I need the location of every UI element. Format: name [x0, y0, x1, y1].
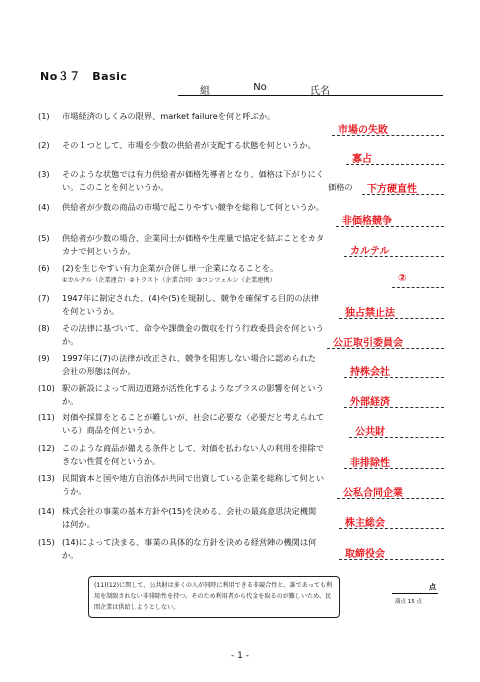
question-choices: ①カルテル（企業連合）②トラスト（企業合同）③コンツェルン（企業連携） — [62, 277, 276, 284]
page-number: - 1 - — [231, 651, 249, 661]
answer-text: 下方硬直性 — [367, 184, 417, 195]
answer-line — [336, 226, 444, 227]
answer-line — [344, 256, 444, 257]
score-line — [392, 593, 438, 594]
answer-text: 非価格競争 — [342, 216, 392, 227]
answer-text: 独占禁止法 — [345, 308, 395, 319]
answer-line — [344, 407, 444, 408]
worksheet-title: No３７ Basic — [40, 70, 128, 83]
answer-prefix: 価格の — [328, 182, 353, 192]
question-text: 民間資本と国や地方自治体が共同で出資している企業を総称して何というか。 — [62, 473, 325, 496]
question-text: 株式会社の事業の基本方針や(15)を決める、会社の最高意思決定機関は何か。 — [62, 506, 317, 529]
answer-line — [344, 377, 444, 378]
header-underline — [178, 95, 443, 96]
question-text: 1997年に(7)の法律が改正され、競争を阻害しない場合に認められた会社の形態は何か。 — [62, 353, 316, 376]
answer-text: 公正取引委員会 — [333, 338, 403, 349]
class-label: 組 — [200, 86, 210, 97]
question-number: (12) — [38, 443, 55, 453]
question-text: そのような状態では有力供給者が価格先導者となり、価格は下がりにくい。このことを何というか。 — [62, 169, 325, 192]
answer-text: ② — [398, 273, 407, 284]
answer-line — [392, 287, 444, 288]
note-box — [88, 576, 340, 618]
question-number: (4) — [38, 202, 50, 212]
answer-line — [339, 318, 444, 319]
answer-text: 外部経済 — [350, 397, 390, 408]
question-number: (8) — [38, 323, 50, 333]
question-number: (11) — [38, 412, 55, 422]
number-label: No — [253, 82, 267, 93]
answer-line — [337, 498, 444, 499]
answer-line — [349, 437, 444, 438]
score-unit: 点 — [429, 583, 436, 591]
answer-text: 取締役会 — [345, 549, 385, 560]
question-number: (6) — [38, 263, 50, 273]
question-text: 供給者が少数の場合、企業同士が価格や生産量で協定を結ぶことをカタカナで何というか。 — [62, 233, 325, 256]
answer-text: 公私合同企業 — [343, 488, 403, 499]
answer-text: 市場の失敗 — [338, 125, 388, 136]
note-text: (11)(12)に関して、公共財は多くの人が同時に利用できる非競合性と、誰であっても利用を制限されない非排除性を持つ。そのため利用者から代金を取るのが難しいため、民間企業は供給しようとしない。 — [94, 582, 333, 611]
answer-line — [327, 348, 444, 349]
question-text: (14)によって決まる、事業の具体的な方針を決める経営陣の機関は何か。 — [62, 537, 317, 560]
answer-line — [344, 468, 444, 469]
question-number: (10) — [38, 383, 55, 393]
name-label: 氏名 — [309, 86, 330, 97]
question-text: その１つとして、市場を少数の供給者が支配する状態を何というか。 — [62, 140, 316, 150]
question-text: 駅の新設によって周辺道路が活性化するようなプラスの影響を何というか。 — [62, 383, 324, 406]
question-number: (3) — [38, 169, 50, 179]
question-text: その法律に基づいて、命令や課徴金の徴収を行う行政委員会を何というか。 — [62, 323, 324, 346]
question-number: (7) — [38, 293, 50, 303]
question-number: (14) — [38, 506, 55, 516]
answer-line — [339, 528, 444, 529]
answer-text: 非排除性 — [350, 458, 390, 469]
question-text: 1947年に制定された、(4)や(5)を規制し、競争を確保する目的の法律を何というか。 — [62, 293, 319, 316]
answer-line — [332, 135, 444, 136]
score-box — [392, 582, 438, 614]
answer-line — [339, 559, 444, 560]
question-number: (2) — [38, 140, 50, 150]
answer-line — [346, 164, 444, 165]
answer-line — [362, 194, 444, 195]
answer-text: カルテル — [350, 246, 390, 257]
answer-text: 寡占 — [352, 154, 372, 165]
question-text: (2)を生じやすい有力企業が合併し単一企業になることを。 — [62, 263, 279, 273]
question-text: 対価や採算をとることが難しいが、社会に必要な（必要だと考えられている）商品を何というか。 — [62, 412, 325, 435]
question-number: (1) — [38, 111, 50, 121]
answer-text: 持株会社 — [350, 367, 390, 378]
question-text: 供給者が少数の商品の市場で起こりやすい競争を総称して何というか。 — [62, 202, 325, 212]
question-text: 市場経済のしくみの限界、market failureを何と呼ぶか。 — [62, 111, 276, 121]
question-text: このような商品が備える条件として、対価を払わない人の利用を排除できない性質を何というか。 — [62, 443, 324, 466]
question-number: (5) — [38, 233, 50, 243]
answer-text: 公共財 — [355, 427, 385, 438]
question-number: (15) — [38, 537, 55, 547]
question-number: (13) — [38, 473, 55, 483]
answer-text: 株主総会 — [345, 518, 385, 529]
full-score: 満点 15 点 — [395, 599, 422, 605]
question-number: (9) — [38, 353, 50, 363]
